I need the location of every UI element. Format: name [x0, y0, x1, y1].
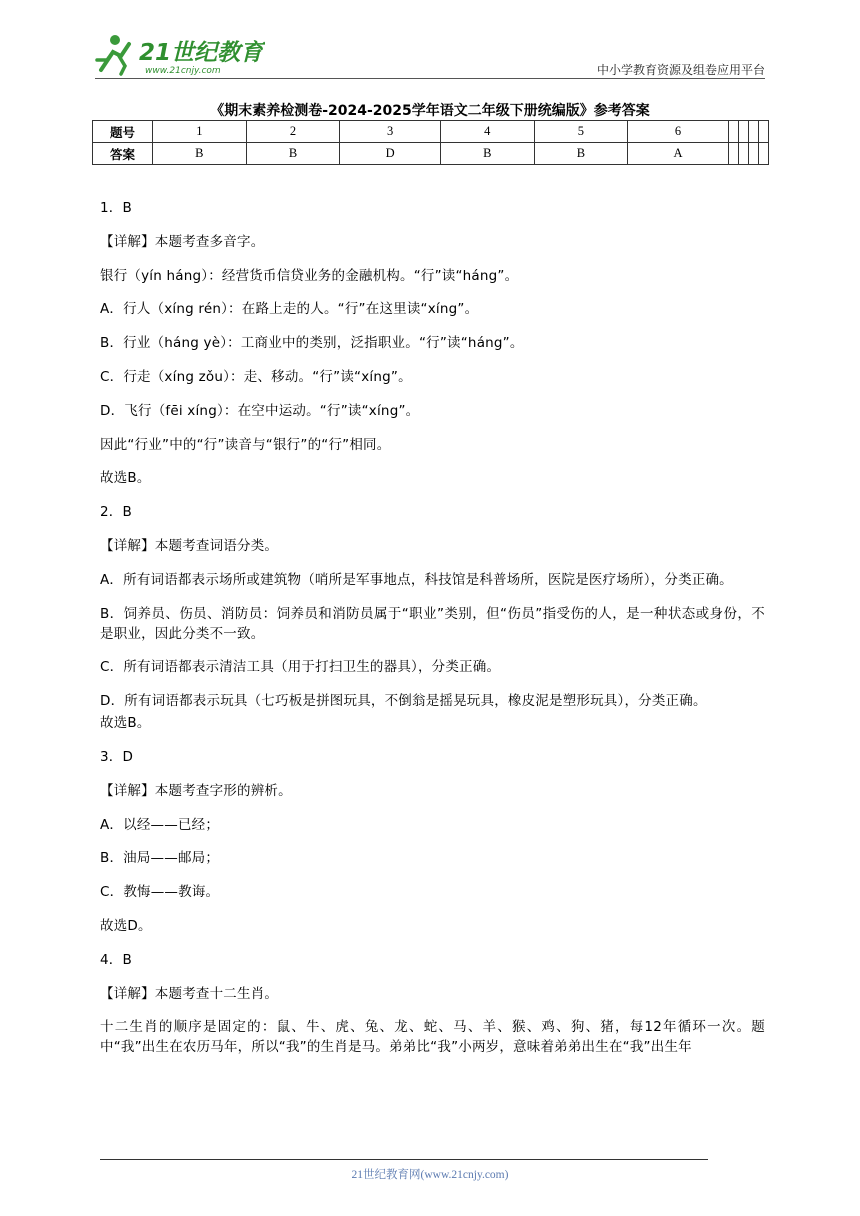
answer-table-number-row	[93, 121, 769, 143]
number-cell	[748, 121, 758, 143]
option-line: A．行人（xíng rén）：在路上走的人。“行”在这里读“xíng”。	[100, 301, 479, 318]
answer-cell: B	[153, 143, 247, 165]
svg-text:21世纪教育: 21世纪教育	[139, 40, 264, 66]
explanation-line: 银行（yín háng）：经营货币信贷业务的金融机构。“行”读“háng”。	[100, 267, 519, 284]
answer-cell: B	[534, 143, 628, 165]
answer-cell	[748, 143, 758, 165]
answer-row-label: 答案	[93, 143, 153, 165]
option-line: A．以经——已经；	[100, 816, 220, 833]
answer-table	[92, 120, 769, 165]
answer-cell	[758, 143, 768, 165]
explanation-intro: 【详解】本题考查字形的辨析。	[100, 782, 292, 799]
question-number: 4．B	[100, 951, 132, 968]
option-line: D．所有词语都表示玩具（七巧板是拼图玩具，不倒翁是摇晃玩具，橡皮泥是塑形玩具），分类正确。	[100, 693, 707, 710]
footer-divider	[100, 1159, 708, 1160]
svg-text:www.21cnjy.com: www.21cnjy.com	[145, 66, 221, 76]
answer-cell	[738, 143, 748, 165]
option-line: D．飞行（fēi xíng）：在空中运动。“行”读“xíng”。	[100, 402, 420, 419]
platform-name: 中小学教育资源及组卷应用平台	[596, 63, 765, 77]
number-cell	[758, 121, 768, 143]
question-number: 3．D	[100, 748, 134, 765]
conclusion-line: 故选B。	[100, 470, 151, 487]
number-row-label: 题号	[93, 121, 153, 143]
option-line: C．行走（xíng zǒu）：走、移动。“行”读“xíng”。	[100, 368, 412, 385]
answer-cell	[728, 143, 738, 165]
option-line: B．行业（háng yè）：工商业中的类别，泛指职业。“行”读“háng”。	[100, 335, 524, 352]
conclusion-line: 故选D。	[100, 917, 152, 934]
explanation-intro: 【详解】本题考查多音字。	[100, 233, 265, 250]
number-cell: 3	[340, 121, 441, 143]
page-header	[95, 28, 765, 80]
number-cell	[738, 121, 748, 143]
number-cell: 6	[628, 121, 729, 143]
answer-table-answer-row	[93, 143, 769, 165]
answer-cell: B	[440, 143, 534, 165]
question-number: 1．B	[100, 200, 132, 216]
answer-cell: B	[246, 143, 340, 165]
document-title: 《期末素养检测卷-2024-2025学年语文二年级下册统编版》参考答案	[210, 103, 650, 119]
number-cell: 1	[153, 121, 247, 143]
header-divider	[95, 78, 765, 79]
number-cell: 5	[534, 121, 628, 143]
number-cell	[728, 121, 738, 143]
option-line: A．所有词语都表示场所或建筑物（哨所是军事地点，科技馆是科普场所，医院是医疗场所），分类正确。	[100, 571, 733, 588]
conclusion-line: 故选B。	[100, 715, 151, 732]
21cnjy-logo	[95, 30, 265, 76]
option-line: C．教悔——教诲。	[100, 884, 220, 901]
option-line: C．所有词语都表示清洁工具（用于打扫卫生的器具），分类正确。	[100, 659, 501, 676]
explanation-intro: 【详解】本题考查十二生肖。	[100, 985, 279, 1002]
number-cell: 2	[246, 121, 340, 143]
footer-site: 21世纪教育网(www.21cnjy.com)	[351, 1169, 509, 1181]
answer-explanations	[100, 198, 765, 1071]
option-line: B．饲养员、伤员、消防员：饲养员和消防员属于“职业”类别，但“伤员”指受伤的人，是一种状态或身份，不是职业，因此分类不一致。	[100, 605, 765, 642]
answer-cell: A	[628, 143, 729, 165]
answer-cell: D	[340, 143, 441, 165]
number-cell: 4	[440, 121, 534, 143]
option-line: B．油局——邮局；	[100, 850, 220, 867]
explanation-line: 十二生肖的顺序是固定的：鼠、牛、虎、兔、龙、蛇、马、羊、猴、鸡、狗、猪，每12年循环一次。题中“我”出生在农历马年，所以“我”的生肖是马。弟弟比“我”小两岁，意味着弟弟出生在“我”出生年	[100, 1019, 765, 1056]
question-number: 2．B	[100, 504, 132, 521]
explanation-intro: 【详解】本题考查词语分类。	[100, 537, 279, 554]
explanation-line: 因此“行业”中的“行”读音与“银行”的“行”相同。	[100, 436, 391, 453]
